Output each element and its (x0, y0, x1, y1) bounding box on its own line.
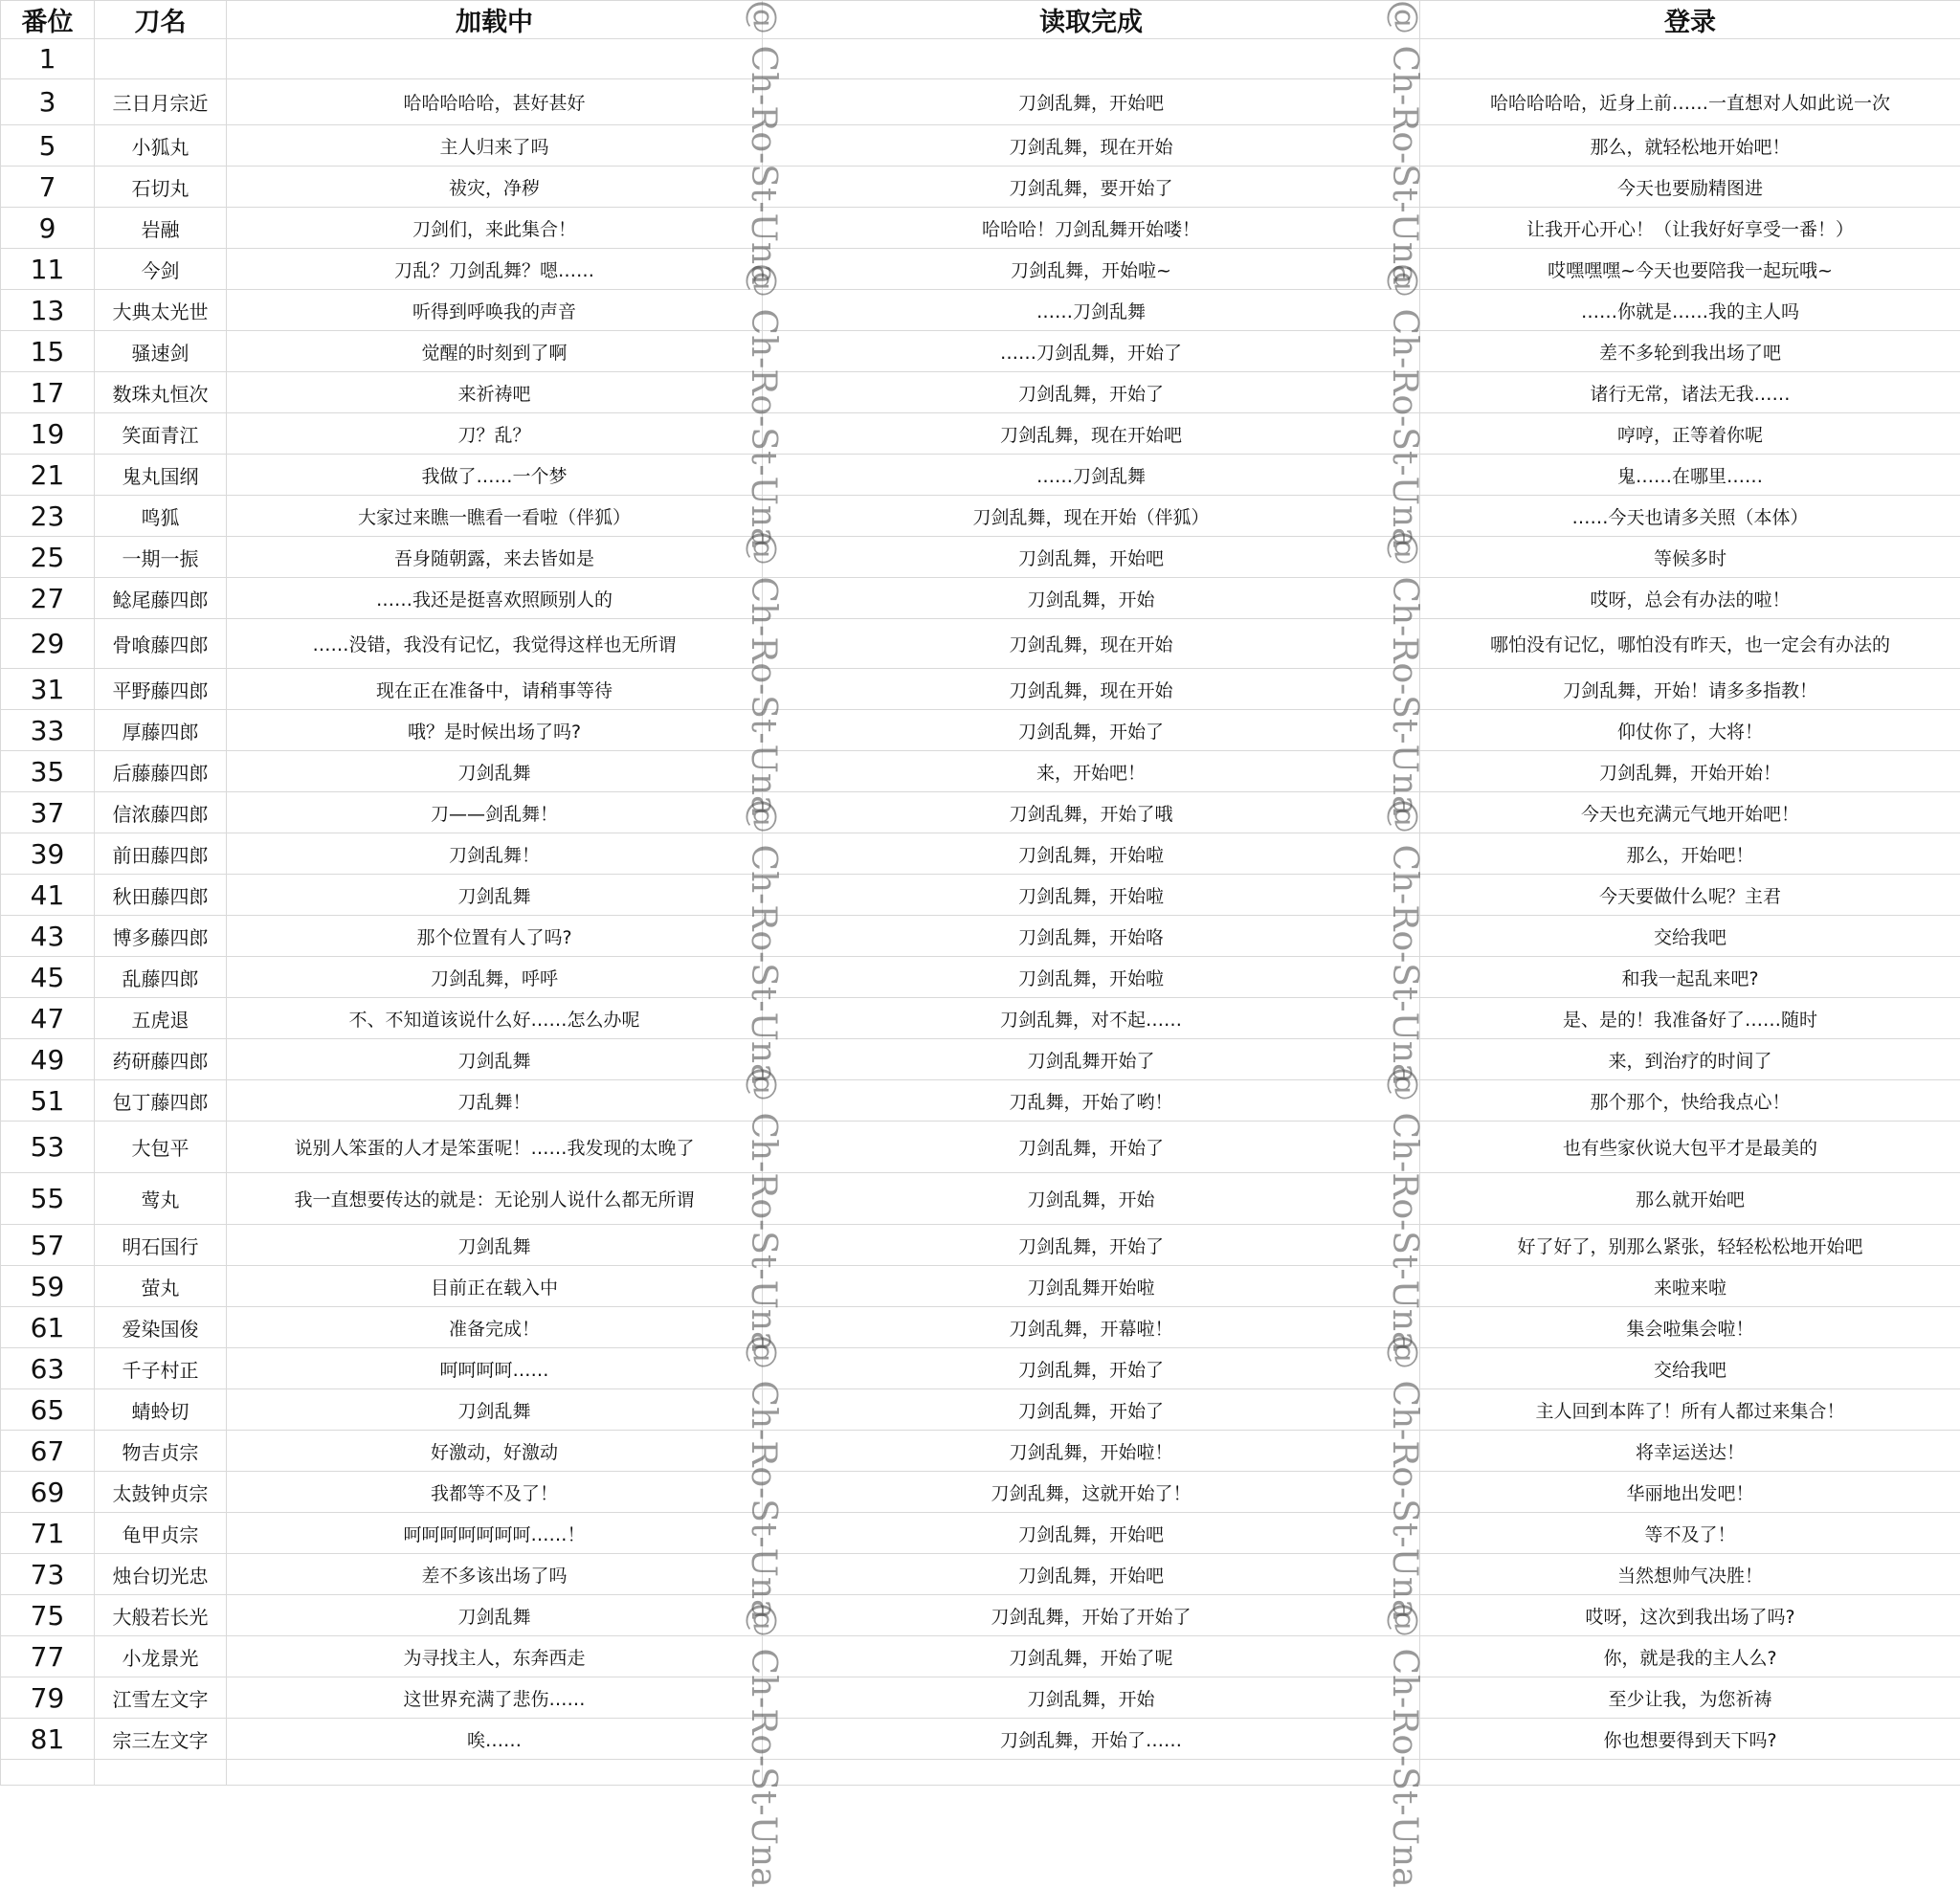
table-row (1, 957, 1960, 998)
cell-login-line: 等候多时 (1420, 537, 1960, 578)
cell-num: 39 (1, 833, 95, 875)
watermark-text: @ Ch-Ro-St-Una (1385, 0, 1424, 285)
header-num: 番位 (1, 1, 95, 39)
cell-login-line: 那么，就轻松地开始吧！ (1420, 125, 1960, 167)
cell-read-complete-line: 刀剑乱舞，开始啦！ (763, 1431, 1420, 1472)
cell-num: 53 (1, 1122, 95, 1173)
cell-sword-name: 鸣狐 (95, 496, 227, 537)
table-row (1, 290, 1960, 331)
table-row (1, 1513, 1960, 1554)
cell-login-line: 刀剑乱舞，开始开始！ (1420, 751, 1960, 792)
watermark-text: @ Ch-Ro-St-Una (744, 799, 783, 1084)
cell-login-line: 你，就是我的主人么? (1420, 1636, 1960, 1677)
cell-read-complete-line: 刀剑乱舞，开始了 (763, 1389, 1420, 1431)
cell-sword-name: 博多藤四郎 (95, 916, 227, 957)
cell-loading-line: 好激动，好激动 (227, 1431, 763, 1472)
cell-login-line: 你也想要得到天下吗? (1420, 1719, 1960, 1760)
cell-loading-line: 刀剑乱舞 (227, 1225, 763, 1266)
cell-sword-name: 药研藤四郎 (95, 1039, 227, 1080)
table-row (1, 249, 1960, 290)
cell-read-complete-line: 来，开始吧！ (763, 751, 1420, 792)
cell-num: 13 (1, 290, 95, 331)
cell-loading-line: 刀乱？刀剑乱舞？嗯…… (227, 249, 763, 290)
cell-loading-line: 这世界充满了悲伤…… (227, 1677, 763, 1719)
table-row (1, 1225, 1960, 1266)
table-row (1, 619, 1960, 669)
cell-num: 71 (1, 1513, 95, 1554)
cell-num: 61 (1, 1307, 95, 1348)
table-row (1, 372, 1960, 413)
cell-read-complete-line (763, 39, 1420, 79)
cell-login-line: 好了好了，别那么紧张，轻轻松松地开始吧 (1420, 1225, 1960, 1266)
cell-login-line: 哎呀，这次到我出场了吗? (1420, 1595, 1960, 1636)
cell-login-line: 那么，开始吧！ (1420, 833, 1960, 875)
cell-num: 69 (1, 1472, 95, 1513)
cell-sword-name: 三日月宗近 (95, 79, 227, 125)
cell-read-complete-line: 刀剑乱舞，开始吧 (763, 79, 1420, 125)
cell-loading-line (227, 39, 763, 79)
cell-login-line (1420, 39, 1960, 79)
cell-loading-line: 觉醒的时刻到了啊 (227, 331, 763, 372)
cell-loading-line: 刀剑乱舞，呼呼 (227, 957, 763, 998)
cell-sword-name: 明石国行 (95, 1225, 227, 1266)
table-row (1, 1389, 1960, 1431)
cell-sword-name: 厚藤四郎 (95, 710, 227, 751)
table-row (1, 167, 1960, 208)
cell-loading-line: 为寻找主人，东奔西走 (227, 1636, 763, 1677)
table-row (1, 79, 1960, 125)
cell-num: 73 (1, 1554, 95, 1595)
cell-sword-name: 大包平 (95, 1122, 227, 1173)
cell-read-complete-line: 刀剑乱舞，现在开始 (763, 619, 1420, 669)
cell-read-complete-line: 刀剑乱舞，开始了哦 (763, 792, 1420, 833)
cell-num: 75 (1, 1595, 95, 1636)
cell-read-complete-line: ……刀剑乱舞 (763, 290, 1420, 331)
cell-login-line: 那么就开始吧 (1420, 1173, 1960, 1225)
cell-num: 43 (1, 916, 95, 957)
cell-login-line: 也有些家伙说大包平才是最美的 (1420, 1122, 1960, 1173)
cell-sword-name: 乱藤四郎 (95, 957, 227, 998)
table-row (1, 537, 1960, 578)
cell-login-line: 哎嘿嘿嘿~今天也要陪我一起玩哦~ (1420, 249, 1960, 290)
watermark-text: @ Ch-Ro-St-Una (1385, 263, 1424, 548)
table-row (1, 1348, 1960, 1389)
cell-num: 45 (1, 957, 95, 998)
table-row (1, 710, 1960, 751)
cell-login-line: 当然想帅气决胜！ (1420, 1554, 1960, 1595)
cell-sword-name: 平野藤四郎 (95, 669, 227, 710)
table-row (1, 413, 1960, 455)
watermark-text: @ Ch-Ro-St-Una (744, 1603, 783, 1888)
cell-loading-line (227, 1760, 763, 1786)
cell-num: 21 (1, 455, 95, 496)
cell-login-line: 哪怕没有记忆，哪怕没有昨天，也一定会有办法的 (1420, 619, 1960, 669)
cell-loading-line: ……没错，我没有记忆，我觉得这样也无所谓 (227, 619, 763, 669)
cell-num: 59 (1, 1266, 95, 1307)
cell-read-complete-line: 刀剑乱舞，开始了…… (763, 1719, 1420, 1760)
cell-read-complete-line: ……刀剑乱舞，开始了 (763, 331, 1420, 372)
table-row (1, 916, 1960, 957)
cell-loading-line: 刀剑乱舞！ (227, 833, 763, 875)
cell-num: 25 (1, 537, 95, 578)
table-row (1, 669, 1960, 710)
cell-sword-name: 今剑 (95, 249, 227, 290)
cell-read-complete-line: 刀剑乱舞，对不起…… (763, 998, 1420, 1039)
cell-read-complete-line: 刀乱舞，开始了哟！ (763, 1080, 1420, 1122)
cell-login-line: 让我开心开心！（让我好好享受一番！） (1420, 208, 1960, 249)
watermark-text: @ Ch-Ro-St-Una (1385, 1603, 1424, 1888)
cell-login-line (1420, 1760, 1960, 1786)
cell-login-line: 是、是的！我准备好了……随时 (1420, 998, 1960, 1039)
cell-loading-line: ……我还是挺喜欢照顾别人的 (227, 578, 763, 619)
cell-loading-line: 目前正在载入中 (227, 1266, 763, 1307)
watermark-text: @ Ch-Ro-St-Una (744, 531, 783, 816)
cell-read-complete-line: 刀剑乱舞，开始啦~ (763, 249, 1420, 290)
cell-loading-line: 刀剑乱舞 (227, 875, 763, 916)
cell-sword-name: 笑面青江 (95, 413, 227, 455)
table-row (1, 1173, 1960, 1225)
cell-num: 23 (1, 496, 95, 537)
cell-loading-line: 主人归来了吗 (227, 125, 763, 167)
cell-loading-line: 大家过来瞧一瞧看一看啦（伴狐） (227, 496, 763, 537)
watermark-text: @ Ch-Ro-St-Una (744, 263, 783, 548)
cell-read-complete-line: 刀剑乱舞，开始咯 (763, 916, 1420, 957)
cell-sword-name: 包丁藤四郎 (95, 1080, 227, 1122)
cell-read-complete-line: 哈哈哈！刀剑乱舞开始喽！ (763, 208, 1420, 249)
cell-read-complete-line: 刀剑乱舞，开始了呢 (763, 1636, 1420, 1677)
cell-loading-line: 刀剑乱舞 (227, 751, 763, 792)
watermark-text: @ Ch-Ro-St-Una (744, 1067, 783, 1352)
cell-read-complete-line (763, 1760, 1420, 1786)
cell-num: 51 (1, 1080, 95, 1122)
cell-sword-name: 龟甲贞宗 (95, 1513, 227, 1554)
cell-login-line: 来啦来啦 (1420, 1266, 1960, 1307)
cell-read-complete-line: 刀剑乱舞，开始吧 (763, 1554, 1420, 1595)
cell-sword-name: 鬼丸国纲 (95, 455, 227, 496)
header-loading: 加载中 (227, 1, 763, 39)
cell-num: 27 (1, 578, 95, 619)
cell-sword-name: 骚速剑 (95, 331, 227, 372)
cell-login-line: 今天也充满元气地开始吧！ (1420, 792, 1960, 833)
cell-sword-name: 萤丸 (95, 1266, 227, 1307)
cell-login-line: ……今天也请多关照（本体） (1420, 496, 1960, 537)
cell-sword-name: 信浓藤四郎 (95, 792, 227, 833)
cell-login-line: 来，到治疗的时间了 (1420, 1039, 1960, 1080)
header-read-complete: 读取完成 (763, 1, 1420, 39)
cell-read-complete-line: 刀剑乱舞开始了 (763, 1039, 1420, 1080)
cell-read-complete-line: 刀剑乱舞，要开始了 (763, 167, 1420, 208)
cell-num: 3 (1, 79, 95, 125)
cell-loading-line: 听得到呼唤我的声音 (227, 290, 763, 331)
cell-num: 55 (1, 1173, 95, 1225)
cell-read-complete-line: ……刀剑乱舞 (763, 455, 1420, 496)
cell-sword-name: 太鼓钟贞宗 (95, 1472, 227, 1513)
cell-num: 15 (1, 331, 95, 372)
cell-read-complete-line: 刀剑乱舞，开始啦 (763, 875, 1420, 916)
cell-read-complete-line: 刀剑乱舞，开始 (763, 1677, 1420, 1719)
watermark-text: @ Ch-Ro-St-Una (1385, 799, 1424, 1084)
cell-login-line: 今天也要励精图进 (1420, 167, 1960, 208)
table-row (1, 875, 1960, 916)
cell-sword-name: 莺丸 (95, 1173, 227, 1225)
watermark-text: @ Ch-Ro-St-Una (1385, 1335, 1424, 1620)
cell-num: 31 (1, 669, 95, 710)
cell-num: 33 (1, 710, 95, 751)
table-row (1, 998, 1960, 1039)
cell-read-complete-line: 刀剑乱舞，开始啦 (763, 957, 1420, 998)
cell-login-line: 等不及了！ (1420, 1513, 1960, 1554)
cell-sword-name: 石切丸 (95, 167, 227, 208)
cell-read-complete-line: 刀剑乱舞，开始 (763, 578, 1420, 619)
cell-num: 49 (1, 1039, 95, 1080)
cell-num: 5 (1, 125, 95, 167)
cell-loading-line: 刀剑乱舞 (227, 1595, 763, 1636)
header-name: 刀名 (95, 1, 227, 39)
cell-login-line: 和我一起乱来吧? (1420, 957, 1960, 998)
cell-read-complete-line: 刀剑乱舞，现在开始（伴狐） (763, 496, 1420, 537)
cell-login-line: 哼哼，正等着你呢 (1420, 413, 1960, 455)
cell-num: 35 (1, 751, 95, 792)
cell-login-line: 刀剑乱舞，开始！请多多指教！ (1420, 669, 1960, 710)
cell-num: 63 (1, 1348, 95, 1389)
table-row (1, 1554, 1960, 1595)
cell-num: 65 (1, 1389, 95, 1431)
cell-num: 47 (1, 998, 95, 1039)
table-row (1, 1677, 1960, 1719)
table-row (1, 455, 1960, 496)
table-row (1, 1719, 1960, 1760)
cell-num: 79 (1, 1677, 95, 1719)
cell-loading-line: 唉…… (227, 1719, 763, 1760)
cell-login-line: 交给我吧 (1420, 1348, 1960, 1389)
cell-sword-name: 一期一振 (95, 537, 227, 578)
table-row (1, 1266, 1960, 1307)
cell-sword-name: 数珠丸恒次 (95, 372, 227, 413)
cell-loading-line: 准备完成！ (227, 1307, 763, 1348)
cell-sword-name: 骨喰藤四郎 (95, 619, 227, 669)
cell-loading-line: 我做了……一个梦 (227, 455, 763, 496)
cell-num: 17 (1, 372, 95, 413)
table-row (1, 331, 1960, 372)
table-row (1, 208, 1960, 249)
cell-sword-name: 岩融 (95, 208, 227, 249)
cell-read-complete-line: 刀剑乱舞，这就开始了！ (763, 1472, 1420, 1513)
cell-login-line: 交给我吧 (1420, 916, 1960, 957)
cell-sword-name: 小狐丸 (95, 125, 227, 167)
table-row (1, 1472, 1960, 1513)
header-row (1, 1, 1960, 39)
cell-loading-line: 呵呵呵呵呵呵呵……！ (227, 1513, 763, 1554)
cell-login-line: 差不多轮到我出场了吧 (1420, 331, 1960, 372)
cell-num: 81 (1, 1719, 95, 1760)
cell-login-line: 集会啦集会啦！ (1420, 1307, 1960, 1348)
cell-login-line: 将幸运送达！ (1420, 1431, 1960, 1472)
cell-read-complete-line: 刀剑乱舞，现在开始 (763, 669, 1420, 710)
cell-loading-line: 祓灾，净秽 (227, 167, 763, 208)
cell-read-complete-line: 刀剑乱舞，开始了 (763, 1348, 1420, 1389)
cell-loading-line: 刀剑们，来此集合！ (227, 208, 763, 249)
cell-sword-name: 千子村正 (95, 1348, 227, 1389)
cell-read-complete-line: 刀剑乱舞，开始吧 (763, 1513, 1420, 1554)
cell-num: 37 (1, 792, 95, 833)
cell-loading-line: 差不多该出场了吗 (227, 1554, 763, 1595)
cell-sword-name: 五虎退 (95, 998, 227, 1039)
cell-sword-name: 物吉贞宗 (95, 1431, 227, 1472)
watermark-text: @ Ch-Ro-St-Una (1385, 1067, 1424, 1352)
cell-loading-line: 说别人笨蛋的人才是笨蛋呢！……我发现的太晚了 (227, 1122, 763, 1173)
header-login: 登录 (1420, 1, 1960, 39)
cell-loading-line: 哦？是时候出场了吗? (227, 710, 763, 751)
cell-read-complete-line: 刀剑乱舞，开始啦 (763, 833, 1420, 875)
cell-sword-name: 烛台切光忠 (95, 1554, 227, 1595)
cell-login-line: 诸行无常，诸法无我…… (1420, 372, 1960, 413)
cell-read-complete-line: 刀剑乱舞，开始了 (763, 1122, 1420, 1173)
cell-num (1, 1760, 95, 1786)
cell-login-line: 仰仗你了，大将！ (1420, 710, 1960, 751)
cell-num: 77 (1, 1636, 95, 1677)
cell-num: 67 (1, 1431, 95, 1472)
cell-read-complete-line: 刀剑乱舞，现在开始 (763, 125, 1420, 167)
cell-login-line: 今天要做什么呢？主君 (1420, 875, 1960, 916)
cell-sword-name: 江雪左文字 (95, 1677, 227, 1719)
cell-read-complete-line: 刀剑乱舞，开始了 (763, 372, 1420, 413)
cell-loading-line: 我一直想要传达的就是：无论别人说什么都无所谓 (227, 1173, 763, 1225)
table-row (1, 792, 1960, 833)
cell-num: 9 (1, 208, 95, 249)
cell-sword-name: 后藤藤四郎 (95, 751, 227, 792)
cell-login-line: 主人回到本阵了！所有人都过来集合！ (1420, 1389, 1960, 1431)
cell-loading-line: 不、不知道该说什么好……怎么办呢 (227, 998, 763, 1039)
cell-sword-name (95, 1760, 227, 1786)
table-row (1, 833, 1960, 875)
cell-loading-line: 刀乱舞！ (227, 1080, 763, 1122)
cell-sword-name: 秋田藤四郎 (95, 875, 227, 916)
table-row (1, 1039, 1960, 1080)
cell-num: 41 (1, 875, 95, 916)
cell-read-complete-line: 刀剑乱舞，开始 (763, 1173, 1420, 1225)
cell-sword-name: 大典太光世 (95, 290, 227, 331)
cell-login-line: ……你就是……我的主人吗 (1420, 290, 1960, 331)
cell-loading-line: 吾身随朝露，来去皆如是 (227, 537, 763, 578)
table-row (1, 1431, 1960, 1472)
table-row (1, 751, 1960, 792)
cell-loading-line: 刀剑乱舞 (227, 1039, 763, 1080)
cell-loading-line: 来祈祷吧 (227, 372, 763, 413)
cell-login-line: 至少让我，为您祈祷 (1420, 1677, 1960, 1719)
cell-num: 7 (1, 167, 95, 208)
cell-sword-name: 爱染国俊 (95, 1307, 227, 1348)
table-row (1, 1122, 1960, 1173)
table-row (1, 125, 1960, 167)
cell-num: 11 (1, 249, 95, 290)
cell-read-complete-line: 刀剑乱舞，开始了 (763, 710, 1420, 751)
cell-loading-line: 那个位置有人了吗? (227, 916, 763, 957)
watermark-text: @ Ch-Ro-St-Una (1385, 531, 1424, 816)
cell-num: 19 (1, 413, 95, 455)
watermark-text: @ Ch-Ro-St-Una (744, 0, 783, 285)
table-row (1, 578, 1960, 619)
cell-sword-name: 大般若长光 (95, 1595, 227, 1636)
cell-sword-name: 蜻蛉切 (95, 1389, 227, 1431)
table-row (1, 1636, 1960, 1677)
cell-read-complete-line: 刀剑乱舞，开始了开始了 (763, 1595, 1420, 1636)
cell-read-complete-line: 刀剑乱舞，开幕啦！ (763, 1307, 1420, 1348)
cell-num: 29 (1, 619, 95, 669)
cell-num: 57 (1, 1225, 95, 1266)
cell-login-line: 华丽地出发吧！ (1420, 1472, 1960, 1513)
cell-read-complete-line: 刀剑乱舞，开始吧 (763, 537, 1420, 578)
table-row (1, 1080, 1960, 1122)
table-row (1, 1307, 1960, 1348)
table-row (1, 1595, 1960, 1636)
watermark-text: @ Ch-Ro-St-Una (744, 1335, 783, 1620)
cell-sword-name (95, 39, 227, 79)
cell-loading-line: 呵呵呵呵…… (227, 1348, 763, 1389)
cell-sword-name: 前田藤四郎 (95, 833, 227, 875)
table-row (1, 1760, 1960, 1786)
cell-read-complete-line: 刀剑乱舞，开始了 (763, 1225, 1420, 1266)
cell-sword-name: 鲶尾藤四郎 (95, 578, 227, 619)
cell-loading-line: 哈哈哈哈哈，甚好甚好 (227, 79, 763, 125)
cell-login-line: 那个那个，快给我点心！ (1420, 1080, 1960, 1122)
cell-sword-name: 小龙景光 (95, 1636, 227, 1677)
cell-loading-line: 刀剑乱舞 (227, 1389, 763, 1431)
cell-loading-line: 刀？乱？ (227, 413, 763, 455)
cell-num: 1 (1, 39, 95, 79)
cell-login-line: 鬼……在哪里…… (1420, 455, 1960, 496)
cell-loading-line: 我都等不及了！ (227, 1472, 763, 1513)
cell-sword-name: 宗三左文字 (95, 1719, 227, 1760)
table-row (1, 39, 1960, 79)
cell-loading-line: 刀——剑乱舞！ (227, 792, 763, 833)
cell-loading-line: 现在正在准备中，请稍事等待 (227, 669, 763, 710)
cell-read-complete-line: 刀剑乱舞，现在开始吧 (763, 413, 1420, 455)
table-row (1, 496, 1960, 537)
cell-read-complete-line: 刀剑乱舞开始啦 (763, 1266, 1420, 1307)
cell-login-line: 哎呀，总会有办法的啦！ (1420, 578, 1960, 619)
cell-login-line: 哈哈哈哈哈，近身上前……一直想对人如此说一次 (1420, 79, 1960, 125)
